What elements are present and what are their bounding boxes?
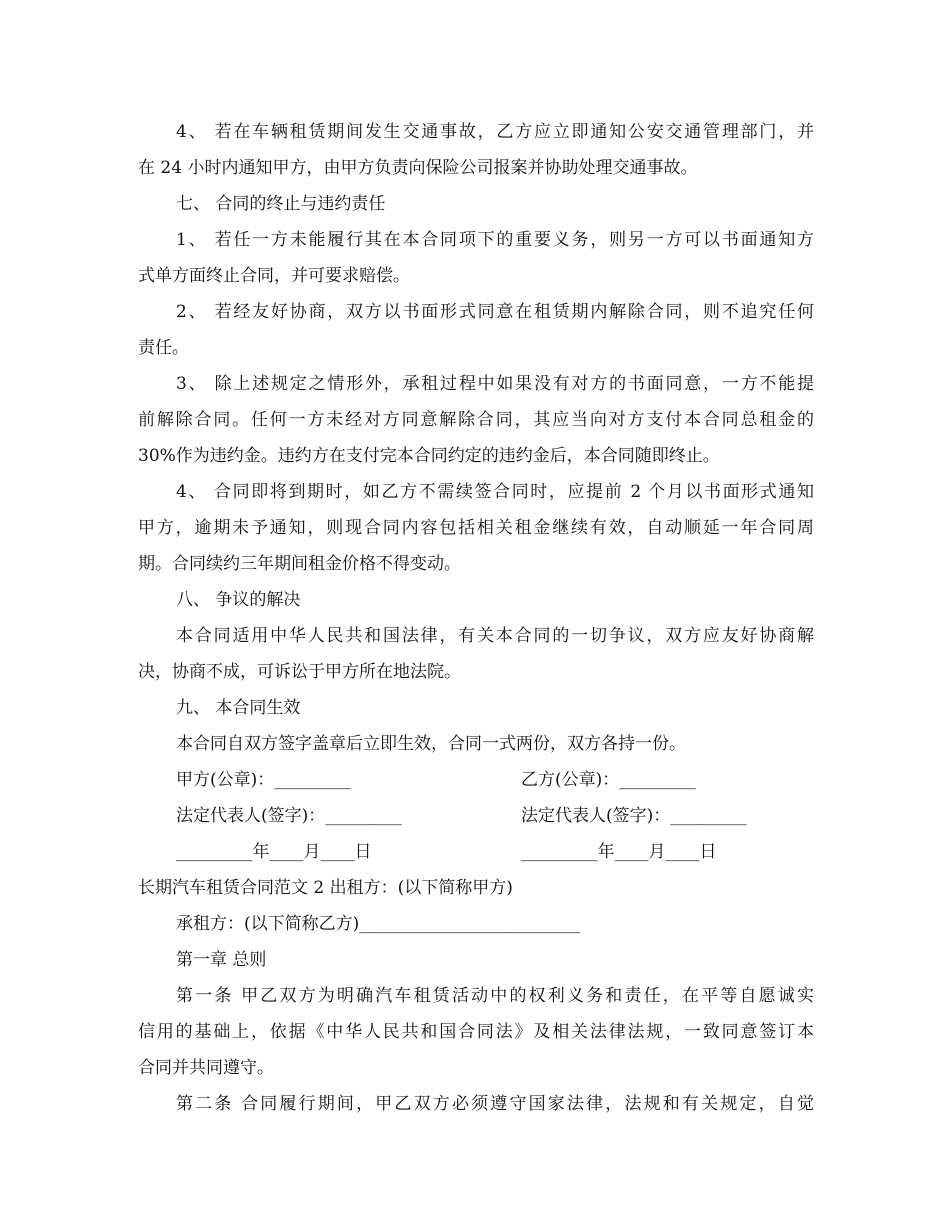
paragraph-line: 前解除合同。任何一方未经对方同意解除合同，其应当向对方支付本合同总租金的	[138, 410, 814, 430]
signature-row-representative	[176, 804, 816, 828]
paragraph-line: 责任。	[138, 338, 189, 358]
second-contract-title: 长期汽车租赁合同范文 2 出租方：(以下简称甲方)	[138, 878, 513, 898]
signature-row-seal	[176, 768, 816, 792]
paragraph-line: 1、 若任一方未能履行其在本合同项下的重要义务，则另一方可以书面通知方	[176, 230, 814, 250]
section-heading: 八、 争议的解决	[176, 590, 301, 610]
party-a-date: _________年____月____日	[176, 842, 372, 862]
paragraph-line: 甲方，逾期未予通知，则现合同内容包括相关租金继续有效，自动顺延一年合同周	[138, 518, 814, 538]
article-2-line: 第二条 合同履行期间，甲乙双方必须遵守国家法律，法规和有关规定，自觉	[176, 1094, 814, 1114]
signature-row-date	[176, 840, 816, 864]
paragraph-line: 本合同适用中华人民共和国法律，有关本合同的一切争议，双方应友好协商解	[176, 626, 814, 646]
party-b-seal: 乙方(公章)：_________	[521, 770, 696, 790]
paragraph-line: 4、 若在车辆租赁期间发生交通事故，乙方应立即通知公安交通管理部门，并	[176, 122, 814, 142]
party-a-representative: 法定代表人(签字)：_________	[176, 806, 402, 826]
paragraph-line: 在 24 小时内通知甲方，由甲方负责向保险公司报案并协助处理交通事故。	[138, 158, 698, 178]
paragraph-line: 本合同自双方签字盖章后立即生效，合同一式两份，双方各持一份。	[176, 734, 686, 754]
paragraph-line: 期。合同续约三年期间租金价格不得变动。	[138, 554, 461, 574]
party-b-representative: 法定代表人(签字)：_________	[521, 806, 747, 826]
chapter-heading: 第一章 总则	[176, 950, 267, 970]
article-1-line: 信用的基础上，依据《中华人民共和国合同法》及相关法律法规，一致同意签订本	[138, 1022, 814, 1042]
party-a-seal: 甲方(公章)：_________	[176, 770, 351, 790]
lessee-line: 承租方：(以下简称乙方)__________________________	[176, 914, 581, 934]
section-heading: 七、 合同的终止与违约责任	[176, 194, 386, 214]
party-b-date: _________年____月____日	[521, 842, 717, 862]
paragraph-line: 30%作为违约金。违约方在支付完本合同约定的违约金后，本合同随即终止。	[138, 446, 720, 466]
paragraph-line: 式单方面终止合同，并可要求赔偿。	[138, 266, 410, 286]
article-1-line: 合同并共同遵守。	[138, 1058, 274, 1078]
section-heading: 九、 本合同生效	[176, 698, 301, 718]
paragraph-line: 4、 合同即将到期时，如乙方不需续签合同时，应提前 2 个月以书面形式通知	[176, 482, 814, 502]
paragraph-line: 3、 除上述规定之情形外，承租过程中如果没有对方的书面同意，一方不能提	[176, 374, 814, 394]
article-1-line: 第一条 甲乙双方为明确汽车租赁活动中的权利义务和责任，在平等自愿诚实	[176, 986, 814, 1006]
paragraph-line: 2、 若经友好协商，双方以书面形式同意在租赁期内解除合同，则不追究任何	[176, 302, 814, 322]
paragraph-line: 决，协商不成，可诉讼于甲方所在地法院。	[138, 662, 461, 682]
